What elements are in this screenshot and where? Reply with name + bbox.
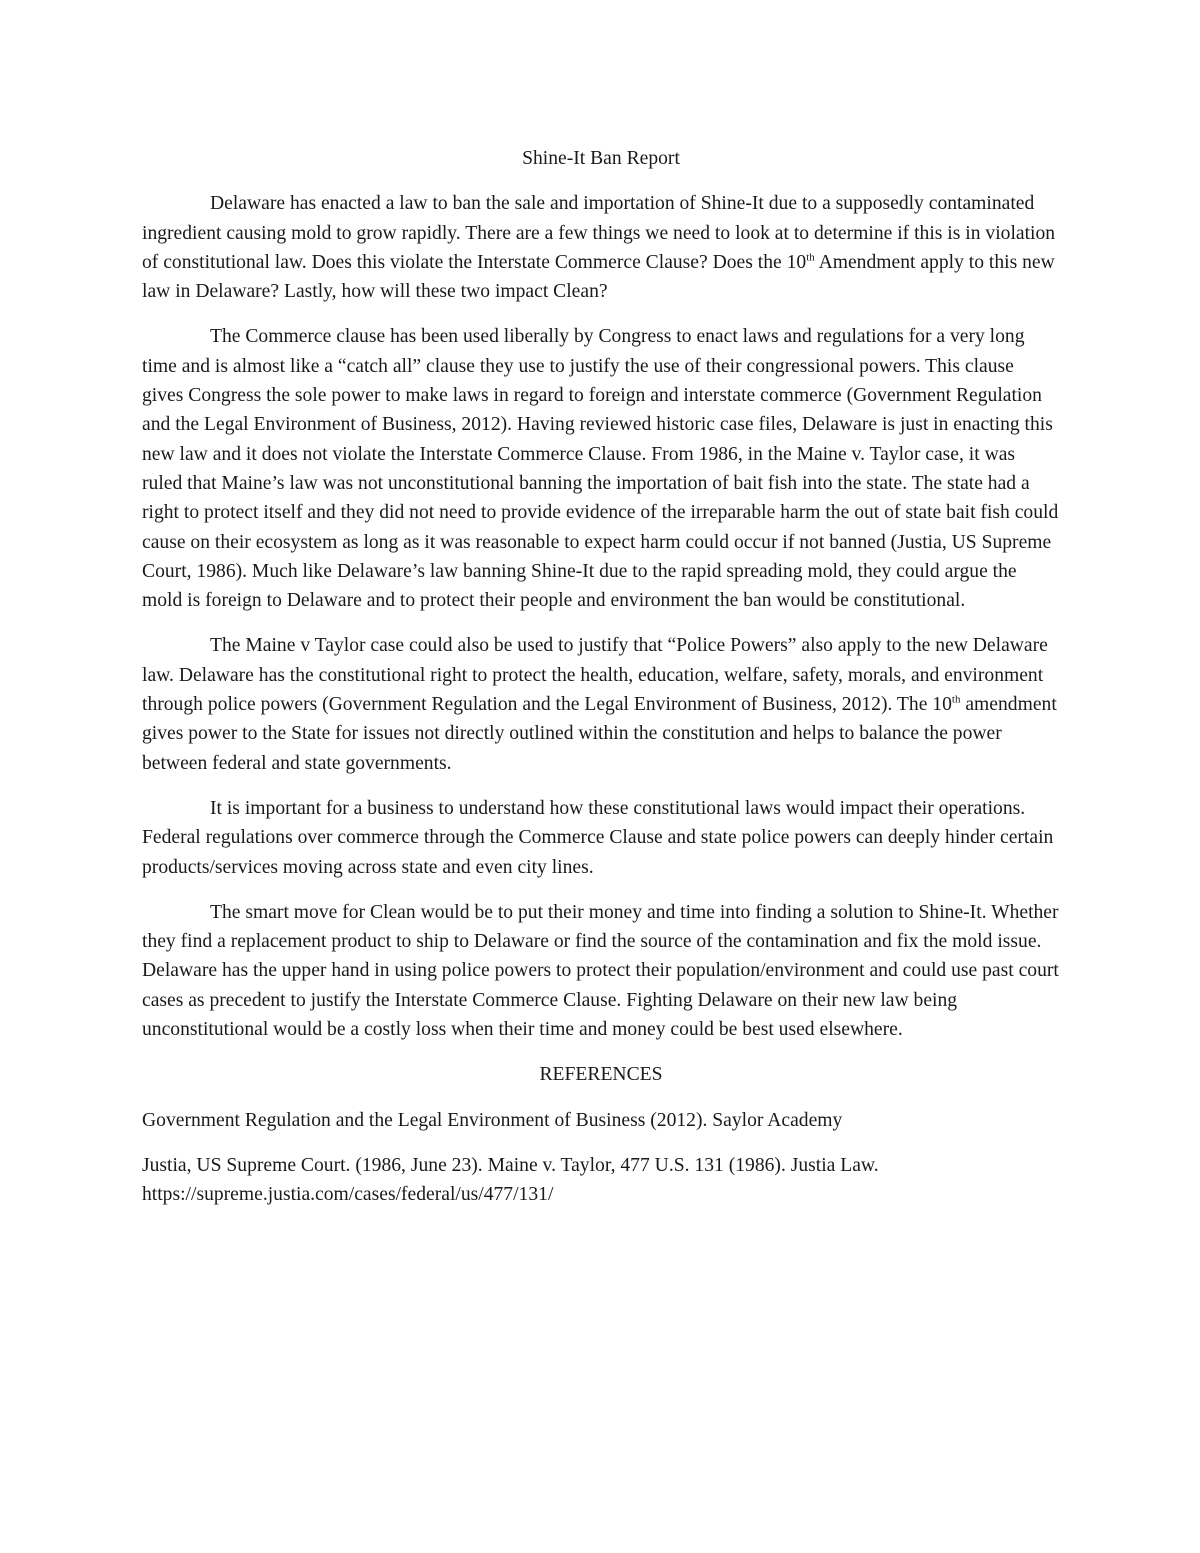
reference-item: Justia, US Supreme Court. (1986, June 23). Maine v. Taylor, 477 U.S. 131 (1986). Justia Law. https://supreme.justia.com/cases/federal/us/477/131/ <box>142 1154 879 1206</box>
paragraph-recommendation: The smart move for Clean would be to put their money and time into finding a solution to Shine-It. Whether they find a replacement product to ship to Delaware or find the source of the contamination and fix the mold issue. Delaware has the upper hand in using police powers to protect their population/environment and could use past court cases as precedent to justify the Interstate Commerce Clause. Fighting Delaware on their new law being unconstitutional would be a costly loss when their time and money could be best used elsewhere. <box>142 901 1059 1041</box>
paragraph-intro-text-b: Amendment apply to this new law in Delaware? Lastly, how will these two impact Clean? <box>142 251 1055 303</box>
paragraph-intro <box>142 189 1060 306</box>
reference-item: Government Regulation and the Legal Environment of Business (2012). Saylor Academy <box>142 1109 843 1131</box>
paragraph-commerce-clause: The Commerce clause has been used liberally by Congress to enact laws and regulations for a very long time and is almost like a “catch all” clause they use to justify the use of their congressional powers. This clause gives Congress the sole power to make laws in regard to foreign and interstate commerce (Government Regulation and the Legal Environment of Business, 2012). Having reviewed historic case files, Delaware is just in enacting this new law and it does not violate the Interstate Commerce Clause. From 1986, in the Maine v. Taylor case, it was ruled that Maine’s law was not unconstitutional banning the importation of bait fish into the state. The state had a right to protect itself and they did not need to provide evidence of the irreparable harm the out of state bait fish could cause on their ecosystem as long as it was reasonable to expect harm could occur if not banned (Justia, US Supreme Court, 1986). Much like Delaware’s law banning Shine-It due to the rapid spreading mold, they could argue the mold is foreign to Delaware and to protect their people and environment the ban would be constitutional. <box>142 326 1059 612</box>
paragraph-police-powers <box>142 631 1060 777</box>
paragraph-police-powers-text-a: The Maine v Taylor case could also be used to justify that “Police Powers” also apply to the new Delaware law. Delaware has the constitutional right to protect the health, education, welfare, safety, morals, and environment through police powers (Government Regulation and the Legal Environment of Business, 2012). The 10 <box>142 635 1048 716</box>
document-page <box>142 144 1060 1226</box>
references-heading: REFERENCES <box>539 1064 663 1086</box>
superscript-th: th <box>951 693 961 706</box>
page-title: Shine-It Ban Report <box>522 148 680 169</box>
superscript-th: th <box>806 251 815 264</box>
paragraph-business-impact: It is important for a business to understand how these constitutional laws would impact their operations. Federal regulations over commerce through the Commerce Clause and state police powers can deeply hinder certain products/services moving across state and even city lines. <box>142 797 1054 878</box>
paragraph-intro-text-a: Delaware has enacted a law to ban the sale and importation of Shine-It due to a supposedly contaminated ingredient causing mold to grow rapidly. There are a few things we need to look at to determine if this is in violation of constitutional law. Does this violate the Interstate Commerce Clause? Does the 10 <box>142 193 1056 273</box>
paragraph-police-powers-text-b: amendment gives power to the State for issues not directly outlined within the constitution and helps to balance the power between federal and state governments. <box>142 694 1057 774</box>
